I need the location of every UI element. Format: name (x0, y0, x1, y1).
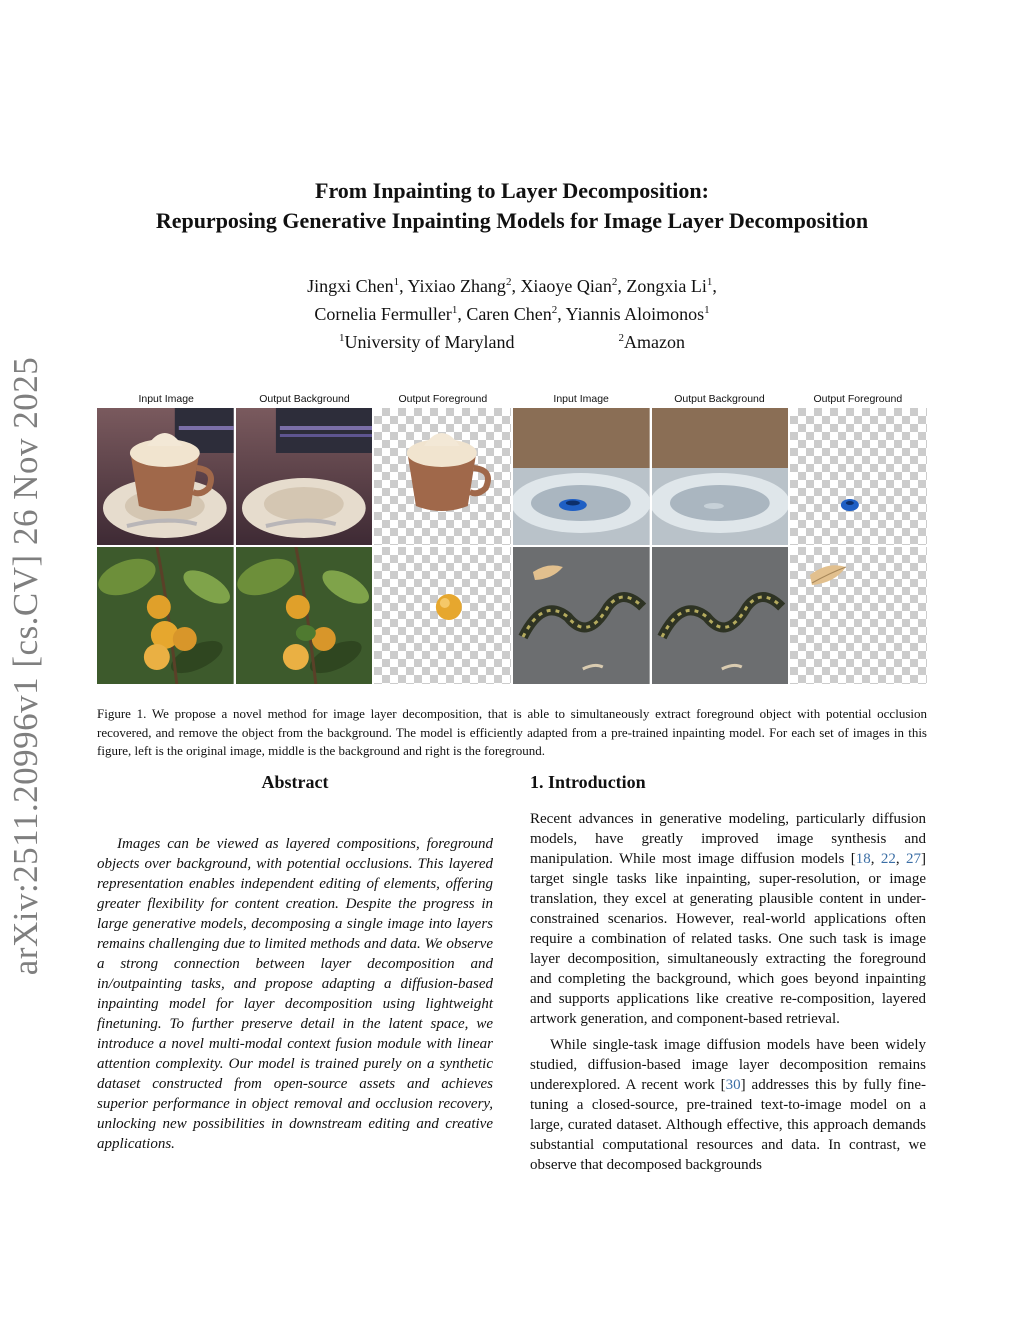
intro-paragraph-1: Recent advances in generative modeling, particularly diffusion models, have greatly improved image synthesis and manipulation. While most image diffusion models [18, 22, 27] target single tasks like inpainting, super-resolution, or image translation, they excel at generating plausible content in under-constrained scenarios. However, real-world applications often require a combination of related tasks. One such task is image layer decomposition, simultaneously extracting the foreground and completing the background, which goes beyond inpainting and supports applications like creative re-composition, layered artwork generation, and component-based retrieval. (530, 811, 927, 1027)
figure-1 (97, 392, 927, 684)
author-line-1: Jingxi Chen$^1$, Yixiao Zhang$^2$, Xiaoye Qian$^2$, Zongxia Li$^1$, (307, 276, 717, 296)
snake-input-image (513, 547, 650, 684)
author: Zongxia Li (626, 276, 707, 296)
citation-link[interactable]: 22 (880, 851, 896, 867)
figure-column-labels (97, 392, 927, 408)
figure-image-grid (97, 408, 927, 684)
affiliation: $^1$University of Maryland (339, 332, 515, 352)
figure-caption: Figure 1. We propose a novel method for image layer decomposition, that is able to simultaneously extract foreground object with potential occlusion recovered, and remove the object from the background. The model is efficiently adapted from a pre-trained inpainting model. For each set of images in this figure, left is the original image, middle is the background and right is the foreground. (97, 706, 927, 758)
title-line-1: From Inpainting to Layer Decomposition: (315, 178, 709, 203)
citation-link[interactable]: 30 (725, 1077, 741, 1093)
author: Jingxi Chen (307, 276, 394, 296)
coffee-output-background (236, 408, 373, 545)
snake-output-background (652, 547, 789, 684)
abstract-text: Images can be viewed as layered compositions, foreground objects over background, with potential occlusions. This layered representation enables independent editing of elements, offering greater flexibility for content creation. Despite the progress in large generative models, decomposing a single image into layers remains challenging due to limited methods and data. We observe a strong connection between layer decomposition and in/outpainting tasks, and propose adapting a diffusion-based inpainting model for layer decomposition using lightweight finetuning. To further preserve detail in the latent space, we introduce a novel multi-modal context fusion module with linear attention complexity. Our model is trained purely on a synthetic dataset constructed from open-source assets and achieves superior performance in object removal and occlusion recovery, unlocking new possibilities in downstream editing and creative applications. (97, 836, 493, 1152)
citation-link[interactable]: 27 (906, 851, 922, 867)
abstract-body (97, 834, 493, 1154)
author: Xiaoye Qian (520, 276, 612, 296)
introduction-body (530, 809, 926, 1181)
column-label: Output Background (674, 393, 765, 405)
author: Caren Chen (466, 304, 552, 324)
coffee-output-foreground (374, 408, 511, 545)
title-line-2: Repurposing Generative Inpainting Models for Image Layer Decomposition (155, 208, 869, 233)
affiliations (0, 326, 1024, 354)
fruit-output-background (236, 547, 373, 684)
paper-title (0, 176, 1024, 236)
coffee-input-image (97, 408, 234, 545)
fruit-output-foreground (374, 547, 511, 684)
water-input-image (513, 408, 650, 545)
water-output-background (652, 408, 789, 545)
abstract-heading: Abstract (261, 772, 329, 792)
author-line-2: Cornelia Fermuller$^1$, Caren Chen$^2$, Yiannis Aloimonos$^1$ (314, 304, 710, 324)
leaf-output-foreground (790, 547, 927, 684)
column-label: Input Image (138, 393, 194, 405)
author: Yixiao Zhang (407, 276, 506, 296)
introduction-heading: 1. Introduction (530, 772, 646, 792)
water-output-foreground (790, 408, 927, 545)
author-block (0, 270, 1024, 354)
column-label: Output Foreground (398, 393, 488, 405)
citation-link[interactable]: 18 (855, 851, 871, 867)
fruit-input-image (97, 547, 234, 684)
column-label: Output Foreground (813, 393, 903, 405)
affiliation: $^2$Amazon (618, 332, 685, 352)
author: Yiannis Aloimonos (565, 304, 705, 324)
column-label: Output Background (259, 393, 350, 405)
column-label: Input Image (553, 393, 609, 405)
author: Cornelia Fermuller (314, 304, 452, 324)
intro-paragraph-2: While single-task image diffusion models have been widely studied, diffusion-based image layer decomposition remains underexplored. A recent work [30] addresses this by fully fine-tuning a closed-source, pre-trained text-to-image model on a large, curated dataset. Although effective, this approach demands substantial computational resources and data. In contrast, we observe that decomposed backgrounds (530, 1037, 926, 1173)
